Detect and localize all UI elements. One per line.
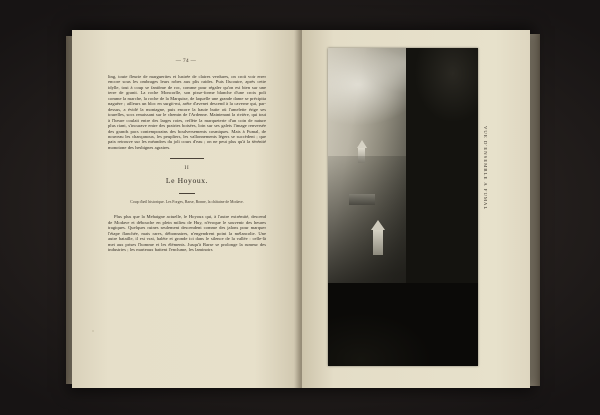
chapter-number: II xyxy=(184,166,190,172)
section-divider xyxy=(170,158,204,159)
open-book xyxy=(72,30,530,388)
photographic-plate xyxy=(328,48,478,366)
plate-caption: VUE D'ENSEMBLE A FUMAL xyxy=(483,126,488,211)
chapter-summary: Coup d'œil historique. Les Forges, Barse, Bonne, la châtaine de Modave. xyxy=(130,200,244,205)
left-page xyxy=(72,30,300,388)
right-page xyxy=(302,30,530,388)
paper-speck xyxy=(92,330,94,332)
plate-castle-tower xyxy=(373,229,383,255)
summary-divider xyxy=(179,193,195,194)
page-number: — 74 — xyxy=(175,58,197,64)
body-paragraph: ling, toute fleurie de marguerites et lustrée de claires verdures, on croit voir errer encore sous les ombrages leurs robes aux plis raides. Puis Ilscoutre, après cette idylle, tout à coup se fantôme de roc, comme pour régaler qu'on est bien sur une terre de granit. La roche Moncorlle, son pisse-forme blanche d'une croix poli comme la marche, la roche de la Marquise, de laquelle une grande dame se précipita naguère ; ailleurs un bloc en surgit-mi, arête d'avenet descend à la caverne qui, par-dessus, a évidé la montagne, puis encore la haute butte où l'amelette érige ses tourelles, socs renaissant sur le chemin de l'Ardenne. Maintenant la rivière, qui tout à l'heure coulait entre des larges roies, reflète la marqueterie d'un coin de nature plus riant, s'incurave entre des prairies boisées, loin sur ses galets l'image renversée des grands pacs contemporains des boulversements cosmiques. Mais à Fumal, de nouveau les chançanoux, les peupliers, les vallonnements légers se succèdent ; que paix retrouve sur les méandres du joli cours d'eau ; on ne peut plus qu'à la sérénité monotone des hesbignes agraires. xyxy=(108,74,266,150)
paper-speck xyxy=(252,140,254,142)
chapter-title: Le Hoyoux. xyxy=(165,176,209,186)
body-paragraph: Plus plus que la Mehaigne actuelle, le Hoyoux qui, à l'autre extrémité, descend de Modave et débouche en plein milieu de Huy, n'évoque le souvenir des heures tragiques. Quelques ruines seulement descendent comme des jalons pour marquer l'étape flanchée, mais rares, débonnaires, n'engendrent point la mélancolie. Une autre bataille, il est vrai, halète et gronde ici dans le silence de la vallée : celle-là met aux prises l'homme et les éléments. Jusqu'à Barse se prolonge la rumeur des industries ; les marteaux battent l'enclume, les laminoirs xyxy=(108,214,266,253)
plate-foreground xyxy=(328,283,478,366)
